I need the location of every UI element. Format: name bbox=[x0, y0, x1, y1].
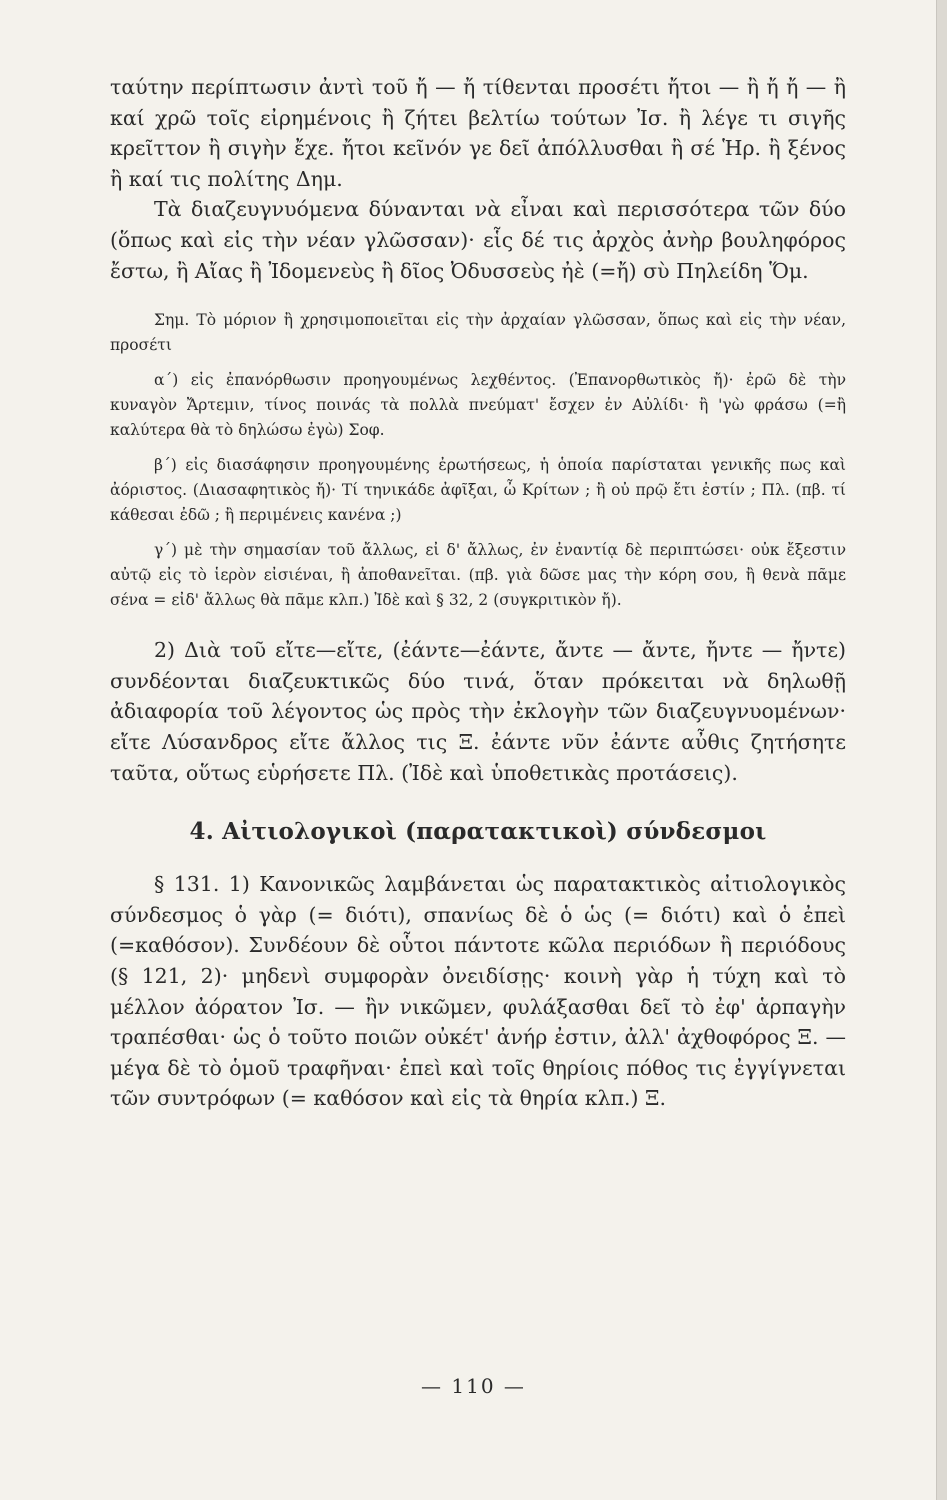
paragraph-continued: ταύτην περίπτωσιν ἀντὶ τοῦ ἤ — ἤ τίθενται προσέτι ἤτοι — ἢ ἤ ἤ — ἢ καί χρῶ τοῖς εἰρημένοις ἢ ζήτει βελτίω τούτων Ἰσ. ἢ λέγε τι σιγῆς κρεῖττον ἢ σιγὴν ἔχε. ἤτοι κεῖνόν γε δεῖ ἀπόλλυσθαι ἢ σέ Ἡρ. ἢ ξένος ἢ καί τις πολίτης Δημ. bbox=[110, 75, 846, 191]
page-body bbox=[110, 72, 846, 1114]
paragraph-section-131: § 131. 1) Κανονικῶς λαμβάνεται ὡς παρατακτικὸς αἰτιολογικὸς σύνδεσμος ὁ γὰρ (= διότι), σπανίως δὲ ὁ ὡς (= διότι) καὶ ὁ ἐπεὶ (=καθόσον). Συνδέουν δὲ οὗτοι πάντοτε κῶλα περιόδων ἢ περιόδους (§ 121, 2)· μηδενὶ συμφορὰν ὀνειδίσῃς· κοινὴ γὰρ ἡ τύχη καὶ τὸ μέλλον ἀόρατον Ἰσ. — ἢν νικῶμεν, φυλάξασθαι δεῖ τὸ ἐφ' ἁρπαγὴν τραπέσθαι· ὡς ὁ τοῦτο ποιῶν οὐκέτ' ἀνήρ ἐστιν, ἀλλ' ἀχθοφόρος Ξ. — μέγα δὲ τὸ ὁμοῦ τραφῆναι· ἐπεὶ καὶ τοῖς θηρίοις πόθος τις ἐγγίγνεται τῶν συντρόφων (= καθόσον καὶ εἰς τὰ θηρία κλπ.) Ξ. bbox=[110, 872, 846, 1111]
paragraph-disjunctive-more: Τὰ διαζευγνυόμενα δύνανται νὰ εἶναι καὶ περισσότερα τῶν δύο (ὅπως καὶ εἰς τὴν νέαν γλῶσσαν)· εἷς δέ τις ἀρχὸς ἀνὴρ βουληφόρος ἔστω, ἢ Αἴας ἢ Ἰδομενεὺς ἢ δῖος Ὀδυσσεὺς ἠὲ (=ἤ) σὺ Πηλείδη Ὅμ. bbox=[110, 197, 846, 283]
note-intro: Σημ. Τὸ μόριον ἢ χρησιμοποιεῖται εἰς τὴν ἀρχαίαν γλῶσσαν, ὅπως καὶ εἰς τὴν νέαν, προσέτι bbox=[110, 311, 846, 355]
note-item-c: γ΄) μὲ τὴν σημασίαν τοῦ ἄλλως, εἰ δ' ἄλλως, ἐν ἐναντίᾳ δὲ περιπτώσει· οὐκ ἔξεστιν αὐτῷ εἰς τὸ ἱερὸν εἰσιέναι, ἢ ἀποθανεῖται. (πβ. γιὰ δῶσε μας τὴν κόρη σου, ἢ θενὰ πᾶμε σένα = εἰδ' ἄλλως θὰ πᾶμε κλπ.) Ἰδὲ καὶ § 32, 2 (συγκριτικὸν ἤ). bbox=[110, 541, 846, 610]
page-number: — 110 — bbox=[421, 1374, 526, 1398]
note-item-b: β΄) εἰς διασάφησιν προηγουμένης ἐρωτήσεως, ἡ ὁποία παρίσταται γενικῆς πως καὶ ἀόριστος. (Διασαφητικὸς ἤ)· Τί τηνικάδε ἀφῖξαι, ὦ Κρίτων ; ἢ οὐ πρῷ ἔτι ἐστίν ; Πλ. (πβ. τί κάθεσαι ἐδῶ ; ἢ περιμένεις κανένα ;) bbox=[110, 456, 846, 525]
section-heading: 4. Αἰτιολογικοὶ (παρατακτικοὶ) σύνδεσμοι bbox=[189, 818, 767, 846]
paragraph-eite: 2) Διὰ τοῦ εἴτε—εἴτε, (ἐάντε—ἐάντε, ἄντε — ἄντε, ἤντε — ἤντε) συνδέονται διαζευκτικῶς δύο τινά, ὅταν πρόκειται νὰ δηλωθῇ ἀδιαφορία τοῦ λέγοντος ὡς πρὸς τὴν ἐκλογὴν τῶν διαζευγνυομένων· εἴτε Λύσανδρος εἴτε ἄλλος τις Ξ. ἐάντε νῦν ἐάντε αὖθις ζητήσητε ταῦτα, οὕτως εὑρήσετε Πλ. (Ἰδὲ καὶ ὑποθετικὰς προτάσεις). bbox=[110, 638, 846, 785]
page-edge bbox=[936, 0, 947, 1500]
note-item-a: α΄) εἰς ἐπανόρθωσιν προηγουμένως λεχθέντος. (Ἐπανορθωτικὸς ἤ)· ἐρῶ δὲ τὴν κυναγὸν Ἄρτεμιν, τίνος ποινάς τὰ πολλὰ πνεύματ' ἔσχεν ἐν Αὐλίδι· ἢ 'γὼ φράσω (=ἢ καλύτερα θὰ τὸ δηλώσω ἐγὼ) Σοφ. bbox=[110, 371, 846, 440]
